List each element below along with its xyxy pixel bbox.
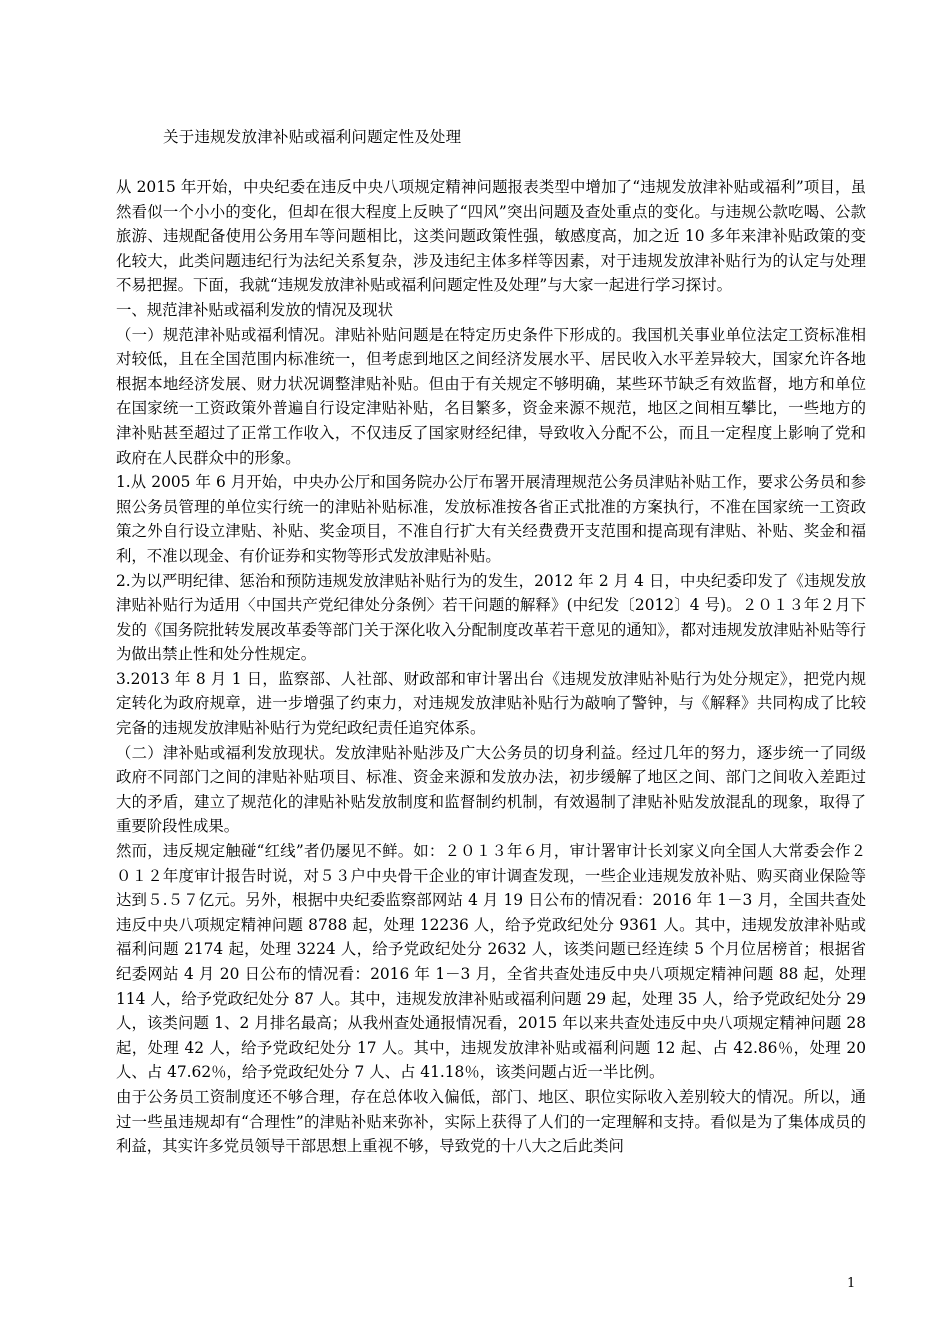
document-title: 关于违规发放津补贴或福利问题定性及处理 [163, 128, 462, 146]
paragraph-intro: 从 2015 年开始，中央纪委在违反中央八项规定精神问题报表类型中增加了“违规发放津补贴或福利”项目，虽然看似一个小小的变化，但却在很大程度上反映了“四风”突出问题及查处重点的变化。与违规公款吃喝、公款旅游、违规配备使用公务用车等问题相比，这类问题政策性强，敏感度高，加之近 10 多年来津补贴政策的变化较大，此类问题违纪行为法纪关系复杂，涉及违纪主体多样等因素，对于违规发放津补贴行为的认定与处理不易把握。下面，我就“违规发放津补贴或福利问题定性及处理”与大家一起进行学习探讨。 [116, 178, 866, 295]
paragraph-statistics: 然而，违反规定触碰“红线”者仍屡见不鲜。如：２０１３年６月，审计署审计长刘家义向全国人大常委会作２０１２年度审计报告时说，对５３户中央骨干企业的审计调查发现，一些企业违规发放补贴、购买商业保险等达到５.５７亿元。另外，根据中央纪委监察部网站 4 月 19 日公布的情况看：2016 年 1－3 月，全国共查处违反中央八项规定精神问题 8788 起，处理 12236 人，给予党政纪处分 9361 人。其中，违规发放津补贴或福利问题 2174 起，处理 3224 人，给予党政纪处分 2632 人，该类问题已经连续 5 个月位居榜首；根据省纪委网站 4 月 20 日公布的情况看：2016 年 1－3 月，全省共查处违反中央八项规定精神问题 88 起，处理 114 人，给予党政纪处分 87 人。其中，违规发放津补贴或福利问题 29 起，处理 35 人，给予党政纪处分 29 人，该类问题 1、2 月排名最高；从我州查处通报情况看，2015 年以来共查处违反中央八项规定精神问题 28 起，处理 42 人，给予党政纪处分 17 人。其中，违规发放津补贴或福利问题 12 起、占 42.86％，处理 20 人、占 47.62％，给予党政纪处分 7 人、占 41.18％，该类问题占近一半比例。 [116, 842, 866, 1082]
paragraph-subsection-2: （二）津补贴或福利发放现状。发放津贴补贴涉及广大公务员的切身利益。经过几年的努力，逐步统一了同级政府不同部门之间的津贴补贴项目、标准、资金来源和发放办法，初步缓解了地区之间、部门之间收入差距过大的矛盾，建立了规范化的津贴补贴发放制度和监督制约机制，有效遏制了津贴补贴发放混乱的现象，取得了重要阶段性成果。 [116, 743, 866, 836]
paragraph-reasons: 由于公务员工资制度还不够合理，存在总体收入偏低，部门、地区、职位实际收入差别较大的情况。所以，通过一些虽违规却有“合理性”的津贴补贴来弥补，实际上获得了人们的一定理解和支持。看似是为了集体成员的利益，其实许多党员领导干部思想上重视不够，导致党的十八大之后此类问 [116, 1087, 866, 1156]
paragraph-item-1: 1.从 2005 年 6 月开始，中央办公厅和国务院办公厅布署开展清理规范公务员津贴补贴工作，要求公务员和参照公务员管理的单位实行统一的津贴补贴标准，发放标准按各省正式批准的方案执行，不准在国家统一工资政策之外自行设立津贴、补贴、奖金项目，不准自行扩大有关经费费开支范围和提高现有津贴、补贴、奖金和福利，不准以现金、有价证券和实物等形式发放津贴补贴。 [116, 473, 866, 565]
page-number: 1 [847, 1276, 856, 1291]
paragraph-item-3: 3.2013 年 8 月 1 日，监察部、人社部、财政部和审计署出台《违规发放津贴补贴行为处分规定》，把党内规定转化为政府规章，进一步增强了约束力，对违规发放津贴补贴行为敲响了警钟，与《解释》共同构成了比较完备的违规发放津贴补贴行为党纪政纪责任追究体系。 [116, 669, 866, 738]
paragraph-subsection-1: （一）规范津补贴或福利情况。津贴补贴问题是在特定历史条件下形成的。我国机关事业单位法定工资标准相对较低，且在全国范围内标准统一，但考虑到地区之间经济发展水平、居民收入水平差异较大，国家允许各地根据本地经济发展、财力状况调整津贴补贴。但由于有关规定不够明确，某些环节缺乏有效监督，地方和单位在国家统一工资政策外普遍自行设定津贴补贴，名目繁多，资金来源不规范，地区之间相互攀比，一些地方的津补贴甚至超过了正常工作收入，不仅违反了国家财经纪律，导致收入分配不公，而且一定程度上影响了党和政府在人民群众中的形象。 [116, 325, 866, 467]
document-body [116, 175, 866, 1159]
paragraph-item-2: 2.为以严明纪律、惩治和预防违规发放津贴补贴行为的发生，2012 年 2 月 4 日，中央纪委印发了《违规发放津贴补贴行为适用〈中国共产党纪律处分条例〉若干问题的解释》(中纪发〔2012〕4 号)。２０１３年２月下发的《国务院批转发展改革委等部门关于深化收入分配制度改革若干意见的通知》，都对违规发放津贴补贴等行为做出禁止性和处分性规定。 [116, 571, 866, 664]
section-heading-1: 一、规范津补贴或福利发放的情况及现状 [116, 300, 394, 319]
